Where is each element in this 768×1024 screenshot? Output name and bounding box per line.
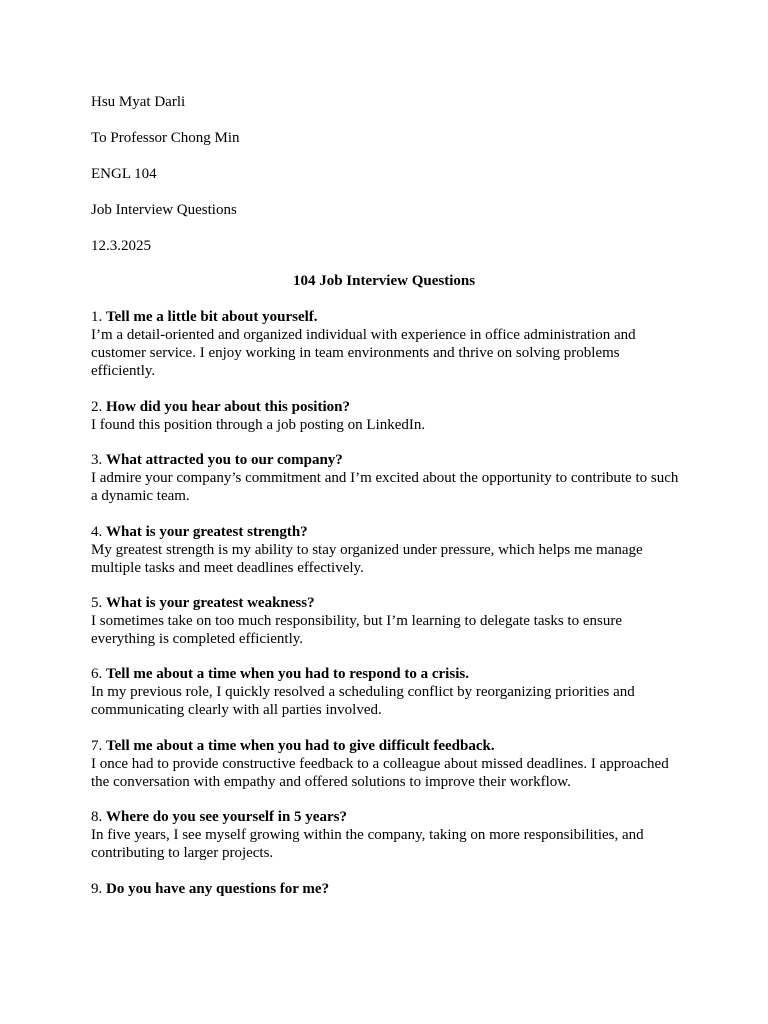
answer-2: I found this position through a job posting on LinkedIn. — [91, 417, 426, 433]
question-7: 7. Tell me about a time when you had to give difficult feedback. — [91, 738, 495, 754]
qa-item-1 — [91, 308, 681, 380]
question-1: 1. Tell me a little bit about yourself. — [91, 309, 318, 325]
answer-1: I’m a detail-oriented and organized individual with experience in office administration and customer service. I enjoy working in team environments and thrive on solving problems efficiently. — [91, 327, 636, 379]
question-3: 3. What attracted you to our company? — [91, 452, 343, 468]
answer-3: I admire your company’s commitment and I’m excited about the opportunity to contribute to such a dynamic team. — [91, 470, 679, 504]
qa-item-7 — [91, 737, 681, 791]
qa-item-6 — [91, 665, 681, 719]
assignment-line: Job Interview Questions — [91, 202, 237, 218]
qa-item-2 — [91, 398, 681, 434]
question-2: 2. How did you hear about this position? — [91, 399, 350, 415]
answer-6: In my previous role, I quickly resolved a scheduling conflict by reorganizing priorities and communicating clearly with all parties involved. — [91, 684, 635, 718]
author-name: Hsu Myat Darli — [91, 94, 186, 110]
qa-item-9 — [91, 880, 681, 898]
question-5: 5. What is your greatest weakness? — [91, 595, 315, 611]
answer-8: In five years, I see myself growing within the company, taking on more responsibilities, and contributing to larger projects. — [91, 827, 644, 861]
instructor-line: To Professor Chong Min — [91, 130, 240, 146]
answer-7: I once had to provide constructive feedback to a colleague about missed deadlines. I approached the conversation with empathy and offered solutions to improve their workflow. — [91, 756, 669, 790]
qa-item-3 — [91, 451, 681, 505]
question-8: 8. Where do you see yourself in 5 years? — [91, 809, 347, 825]
course-line: ENGL 104 — [91, 166, 157, 182]
question-4: 4. What is your greatest strength? — [91, 524, 308, 540]
question-9: 9. Do you have any questions for me? — [91, 881, 330, 897]
qa-item-5 — [91, 594, 681, 648]
date-line: 12.3.2025 — [91, 238, 151, 254]
document-title: 104 Job Interview Questions — [292, 273, 476, 289]
qa-item-8 — [91, 808, 681, 862]
answer-5: I sometimes take on too much responsibility, but I’m learning to delegate tasks to ensure everything is completed efficiently. — [91, 613, 622, 647]
answer-4: My greatest strength is my ability to stay organized under pressure, which helps me manage multiple tasks and meet deadlines effectively. — [91, 542, 643, 576]
question-6: 6. Tell me about a time when you had to respond to a crisis. — [91, 666, 469, 682]
qa-item-4 — [91, 523, 681, 577]
